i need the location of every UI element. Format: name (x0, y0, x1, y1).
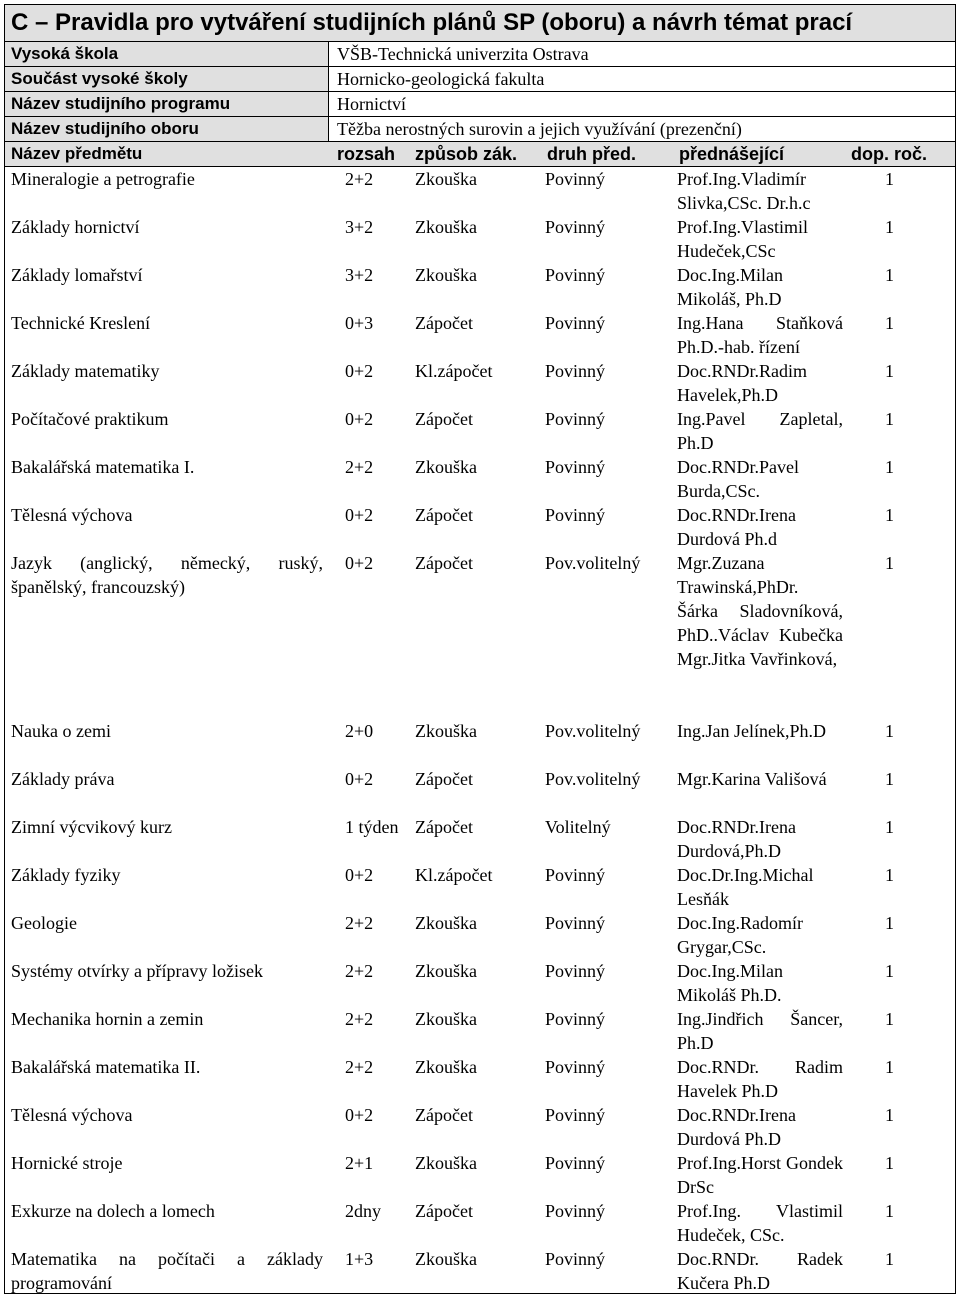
subject-exam-method: Zkouška (415, 913, 477, 933)
table-row (5, 407, 955, 455)
subject-exam-method: Zkouška (415, 169, 477, 189)
subject-lecturer: Doc.Ing.Milan Mikoláš Ph.D. (677, 961, 783, 1005)
subjects-table (5, 167, 955, 1295)
subject-year: 1 (885, 1009, 894, 1029)
subject-exam-method: Zkouška (415, 457, 477, 477)
subject-name: Nauka o zemi (11, 721, 111, 741)
subject-lecturer: Prof.Ing.Horst Gondek DrSc (677, 1153, 843, 1197)
table-row (5, 263, 955, 311)
table-header (5, 142, 955, 167)
subject-extent: 2+2 (345, 1057, 374, 1077)
subject-lecturer: Doc.Ing.Milan Mikoláš, Ph.D (677, 265, 783, 309)
subject-type: Povinný (545, 1105, 606, 1125)
subject-exam-method: Zkouška (415, 721, 477, 741)
info-label: Vysoká škola (5, 42, 329, 66)
page-title: C – Pravidla pro vytváření studijních plánů SP (oboru) a návrh témat prací (5, 5, 955, 42)
subject-extent: 2+1 (345, 1153, 374, 1173)
header-extent: rozsah (337, 144, 396, 164)
subject-year: 1 (885, 1057, 894, 1077)
header-year: dop. roč. (851, 144, 927, 164)
subject-type: Povinný (545, 505, 606, 525)
table-row (5, 911, 955, 959)
subject-name: Mechanika hornin a zemin (11, 1009, 204, 1029)
subject-type: Pov.volitelný (545, 769, 641, 789)
subject-extent: 3+2 (345, 265, 374, 285)
header-method: způsob zák. (415, 144, 518, 164)
subject-type: Pov.volitelný (545, 721, 641, 741)
subject-extent: 0+2 (345, 361, 374, 381)
subject-name: Bakalářská matematika I. (11, 457, 195, 477)
subject-exam-method: Zkouška (415, 1009, 477, 1029)
subject-extent: 0+2 (345, 409, 374, 429)
info-row (5, 92, 955, 117)
subject-name: Bakalářská matematika II. (11, 1057, 201, 1077)
subject-lecturer: Doc.RNDr. Radim Havelek Ph.D (677, 1057, 843, 1101)
subject-lecturer: Doc.RNDr.Irena Durdová Ph.d (677, 505, 796, 549)
subject-type: Povinný (545, 961, 606, 981)
subject-name: Mineralogie a petrografie (11, 169, 195, 189)
table-row (5, 815, 955, 863)
header-type: druh před. (547, 144, 636, 164)
subject-type: Povinný (545, 361, 606, 381)
subject-exam-method: Zápočet (415, 1105, 473, 1125)
subject-extent: 0+3 (345, 313, 374, 333)
table-row (5, 503, 955, 551)
subject-name: Exkurze na dolech a lomech (11, 1201, 215, 1221)
subject-type: Povinný (545, 1153, 606, 1173)
subject-type: Povinný (545, 169, 606, 189)
subject-year: 1 (885, 505, 894, 525)
subject-year: 1 (885, 913, 894, 933)
info-row (5, 67, 955, 92)
table-row (5, 1007, 955, 1055)
subject-type: Pov.volitelný (545, 553, 641, 573)
table-row (5, 1151, 955, 1199)
subject-name: Základy hornictví (11, 217, 140, 237)
subject-type: Povinný (545, 1009, 606, 1029)
subject-lecturer: Ing.Jan Jelínek,Ph.D (677, 721, 826, 741)
subject-year: 1 (885, 313, 894, 333)
header-subject: Název předmětu (11, 144, 143, 163)
table-row (5, 215, 955, 263)
subject-extent: 2+2 (345, 1009, 374, 1029)
info-label: Název studijního oboru (5, 117, 329, 141)
subject-year: 1 (885, 1105, 894, 1125)
table-row (5, 359, 955, 407)
subject-name: Počítačové praktikum (11, 409, 169, 429)
subject-type: Povinný (545, 913, 606, 933)
subject-extent: 0+2 (345, 1105, 374, 1125)
subject-year: 1 (885, 409, 894, 429)
subject-extent: 0+2 (345, 553, 374, 573)
subject-extent: 1+3 (345, 1249, 374, 1269)
subject-exam-method: Zkouška (415, 217, 477, 237)
table-row (5, 1247, 955, 1295)
subject-extent: 0+2 (345, 505, 374, 525)
subject-year: 1 (885, 1249, 894, 1269)
subject-exam-method: Zápočet (415, 1201, 473, 1221)
subject-type: Povinný (545, 865, 606, 885)
subject-lecturer: Doc.RNDr.Irena Durdová Ph.D (677, 1105, 796, 1149)
subject-lecturer: Doc.RNDr. Radek Kučera Ph.D (677, 1249, 843, 1293)
subject-extent: 2+0 (345, 721, 374, 741)
subject-extent: 2+2 (345, 457, 374, 477)
subject-exam-method: Zkouška (415, 1153, 477, 1173)
subject-name: Technické Kreslení (11, 313, 151, 333)
school-info-block (5, 42, 955, 142)
header-lecturer: přednášející (679, 144, 785, 164)
subject-type: Povinný (545, 1057, 606, 1077)
table-row (5, 167, 955, 215)
subject-year: 1 (885, 169, 894, 189)
table-row (5, 551, 955, 719)
subject-lecturer: Ing.Jindřich Šancer, Ph.D (677, 1009, 843, 1053)
subject-exam-method: Kl.zápočet (415, 865, 493, 885)
table-row (5, 311, 955, 359)
subject-extent: 3+2 (345, 217, 374, 237)
subject-year: 1 (885, 721, 894, 741)
subject-exam-method: Zápočet (415, 553, 473, 573)
info-row (5, 117, 955, 142)
subject-name: Základy matematiky (11, 361, 160, 381)
subject-type: Povinný (545, 313, 606, 333)
subject-name: Základy lomařství (11, 265, 143, 285)
subject-lecturer: Ing.Hana Staňková Ph.D.-hab. řízení (677, 313, 843, 357)
subject-type: Povinný (545, 457, 606, 477)
subject-year: 1 (885, 769, 894, 789)
subject-year: 1 (885, 865, 894, 885)
info-value: Hornicko-geologická fakulta (337, 69, 545, 89)
subject-year: 1 (885, 817, 894, 837)
subject-exam-method: Zápočet (415, 409, 473, 429)
subject-name: Tělesná výchova (11, 505, 133, 525)
subject-lecturer: Prof.Ing. Vlastimil Hudeček, CSc. (677, 1201, 843, 1245)
subject-extent: 0+2 (345, 769, 374, 789)
subject-exam-method: Zkouška (415, 961, 477, 981)
subject-year: 1 (885, 553, 894, 573)
subject-lecturer: Prof.Ing.Vlastimil Hudeček,CSc (677, 217, 808, 261)
subject-type: Povinný (545, 409, 606, 429)
subject-lecturer: Doc.RNDr.Radim Havelek,Ph.D (677, 361, 807, 405)
subject-exam-method: Zápočet (415, 313, 473, 333)
subject-name: Geologie (11, 913, 77, 933)
table-row (5, 455, 955, 503)
subject-year: 1 (885, 361, 894, 381)
subject-lecturer: Doc.RNDr.Pavel Burda,CSc. (677, 457, 799, 501)
subject-exam-method: Kl.zápočet (415, 361, 493, 381)
subject-exam-method: Zkouška (415, 1057, 477, 1077)
subject-lecturer: Prof.Ing.Vladimír Slivka,CSc. Dr.h.c (677, 169, 811, 213)
study-plan-sheet (4, 4, 956, 1294)
subject-year: 1 (885, 265, 894, 285)
subject-lecturer: Doc.RNDr.Irena Durdová,Ph.D (677, 817, 796, 861)
info-label: Název studijního programu (5, 92, 329, 116)
table-row (5, 863, 955, 911)
subject-name: Jazyk (anglický, německý, ruský, španělský, francouzský) (11, 553, 323, 597)
subject-extent: 1 týden (345, 817, 399, 837)
subject-name: Systémy otvírky a přípravy ložisek (11, 961, 263, 981)
subject-extent: 0+2 (345, 865, 374, 885)
subject-name: Hornické stroje (11, 1153, 123, 1173)
subject-exam-method: Zkouška (415, 1249, 477, 1269)
subject-extent: 2dny (345, 1201, 381, 1221)
table-row (5, 959, 955, 1007)
subject-exam-method: Zápočet (415, 769, 473, 789)
subject-type: Volitelný (545, 817, 611, 837)
subject-exam-method: Zkouška (415, 265, 477, 285)
table-row (5, 1199, 955, 1247)
subject-year: 1 (885, 1201, 894, 1221)
table-row (5, 719, 955, 767)
subject-name: Matematika na počítači a základy programování (11, 1249, 323, 1293)
subject-type: Povinný (545, 217, 606, 237)
subject-type: Povinný (545, 265, 606, 285)
table-row (5, 1103, 955, 1151)
subject-extent: 2+2 (345, 169, 374, 189)
subject-lecturer: Doc.Ing.Radomír Grygar,CSc. (677, 913, 803, 957)
subject-year: 1 (885, 1153, 894, 1173)
info-value: Hornictví (337, 94, 406, 114)
subject-lecturer: Doc.Dr.Ing.Michal Lesňák (677, 865, 814, 909)
subject-name: Zimní výcvikový kurz (11, 817, 172, 837)
subject-year: 1 (885, 961, 894, 981)
info-label: Součást vysoké školy (5, 67, 329, 91)
subject-name: Základy fyziky (11, 865, 121, 885)
subject-type: Povinný (545, 1249, 606, 1269)
subject-type: Povinný (545, 1201, 606, 1221)
subject-year: 1 (885, 457, 894, 477)
subject-lecturer: Mgr.Karina Vališová (677, 769, 827, 789)
info-value: Těžba nerostných surovin a jejich využívání (prezenční) (337, 119, 742, 139)
info-row (5, 42, 955, 67)
subject-name: Základy práva (11, 769, 115, 789)
subject-exam-method: Zápočet (415, 817, 473, 837)
subject-extent: 2+2 (345, 961, 374, 981)
subject-exam-method: Zápočet (415, 505, 473, 525)
table-row (5, 767, 955, 815)
subject-year: 1 (885, 217, 894, 237)
subject-extent: 2+2 (345, 913, 374, 933)
subject-name: Tělesná výchova (11, 1105, 133, 1125)
info-value: VŠB-Technická univerzita Ostrava (337, 44, 589, 64)
subject-lecturer: Ing.Pavel Zapletal, Ph.D (677, 409, 843, 453)
subject-lecturer: Mgr.Zuzana Trawinská,PhDr. Šárka Sladovníková, PhD..Václav Kubečka Mgr.Jitka Vavřinková, (677, 553, 843, 669)
table-row (5, 1055, 955, 1103)
